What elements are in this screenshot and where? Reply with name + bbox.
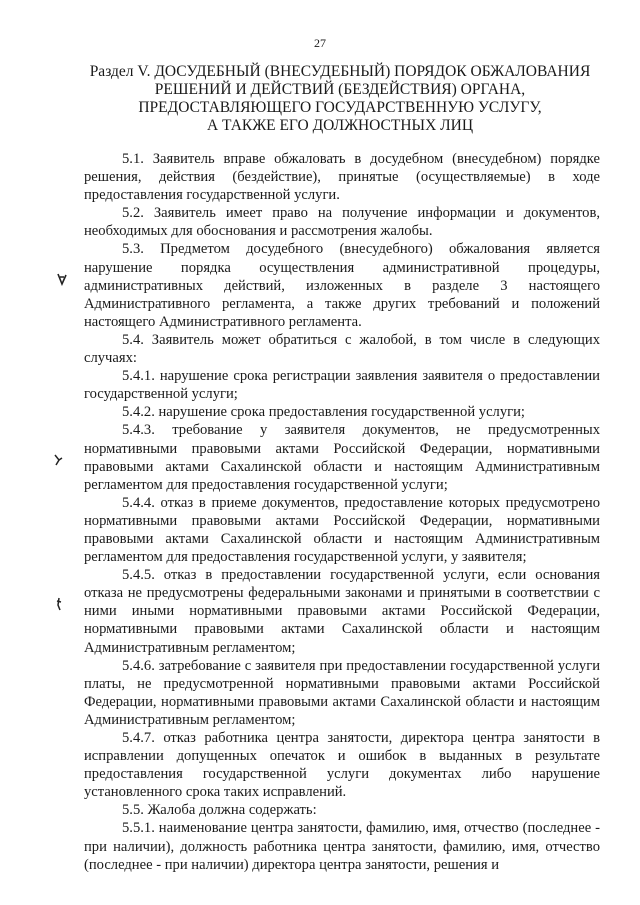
section-title-line: ПРЕДОСТАВЛЯЮЩЕГО ГОСУДАРСТВЕННУЮ УСЛУГУ, <box>138 99 542 116</box>
paragraph-5-4-1: 5.4.1. нарушение срока регистрации заявления заявителя о предоставлении государственной услуги; <box>84 368 600 403</box>
paragraph-5-4-3: 5.4.3. требование у заявителя документов, не предусмотренных нормативными правовыми актами Российской Федерации, нормативными правовыми актами Сахалинской области и настоящим Административным регламентом для предоставления государственной услуги; <box>84 422 600 493</box>
section-title-line: Раздел V. ДОСУДЕБНЫЙ (ВНЕСУДЕБНЫЙ) ПОРЯДОК ОБЖАЛОВАНИЯ <box>89 63 591 80</box>
paragraph-5-4-5: 5.4.5. отказ в предоставлении государственной услуги, если основания отказа не предусмотрены федеральными законами и принятыми в соответствии с ними иными нормативными правовыми актами Российской Федерации, нормативными правовыми актами Сахалинской области и настоящим Административным регламентом; <box>84 567 600 656</box>
margin-ink-mark <box>54 596 64 612</box>
paragraph-5-5-1: 5.5.1. наименование центра занятости, фамилию, имя, отчество (последнее - при наличии), должность работника центра занятости, фамилию, имя, отчество (последнее - при наличии) директора центра занятости, решения и <box>84 820 600 873</box>
section-title-line: РЕШЕНИЙ И ДЕЙСТВИЙ (БЕЗДЕЙСТВИЯ) ОРГАНА, <box>154 81 526 98</box>
paragraph-5-4-6: 5.4.6. затребование с заявителя при предоставлении государственной услуги платы, не предусмотренной нормативными правовыми актами Российской Федерации, нормативными правовыми актами Сахалинской области и настоящим Административным регламентом; <box>84 657 600 728</box>
document-body <box>84 150 600 874</box>
paragraph-5-4: 5.4. Заявитель может обратиться с жалобой, в том числе в следующих случаях: <box>84 331 600 367</box>
paragraph-5-5: 5.5. Жалоба должна содержать: <box>122 802 317 819</box>
paragraph-5-2: 5.2. Заявитель имеет право на получение информации и документов, необходимых для обоснования и рассмотрения жалобы. <box>84 205 600 240</box>
margin-ink-mark <box>56 272 68 286</box>
paragraph-5-3: 5.3. Предметом досудебного (внесудебного) обжалования является нарушение порядка осуществления административной процедуры, административных действий, изложенных в разделе 3 настоящего Административного регламента, а также других требований и положений настоящего Административного регламента. <box>84 241 600 330</box>
margin-ink-mark <box>52 452 64 468</box>
section-title-line: А ТАКЖЕ ЕГО ДОЛЖНОСТНЫХ ЛИЦ <box>206 117 474 134</box>
paragraph-5-4-4: 5.4.4. отказ в приеме документов, предоставление которых предусмотрено нормативными правовыми актами Российской Федерации, нормативными правовыми актами Сахалинской области и настоящим Административным регламентом для предоставления государственной услуги, у заявителя; <box>84 494 600 566</box>
paragraph-5-1: 5.1. Заявитель вправе обжаловать в досудебном (внесудебном) порядке решения, действия (бездействие), принятые (осуществляемые) в ходе предоставления государственной услуги. <box>84 151 600 204</box>
page-number: 27 <box>314 36 326 50</box>
paragraph-5-4-7: 5.4.7. отказ работника центра занятости, директора центра занятости в исправлении допущенных опечаток и ошибок в выданных в результате предоставления государственной услуги документах либо нарушение установленного срока таких исправлений. <box>84 730 600 801</box>
paragraph-5-4-2: 5.4.2. нарушение срока предоставления государственной услуги; <box>122 404 525 421</box>
section-title <box>70 63 610 135</box>
